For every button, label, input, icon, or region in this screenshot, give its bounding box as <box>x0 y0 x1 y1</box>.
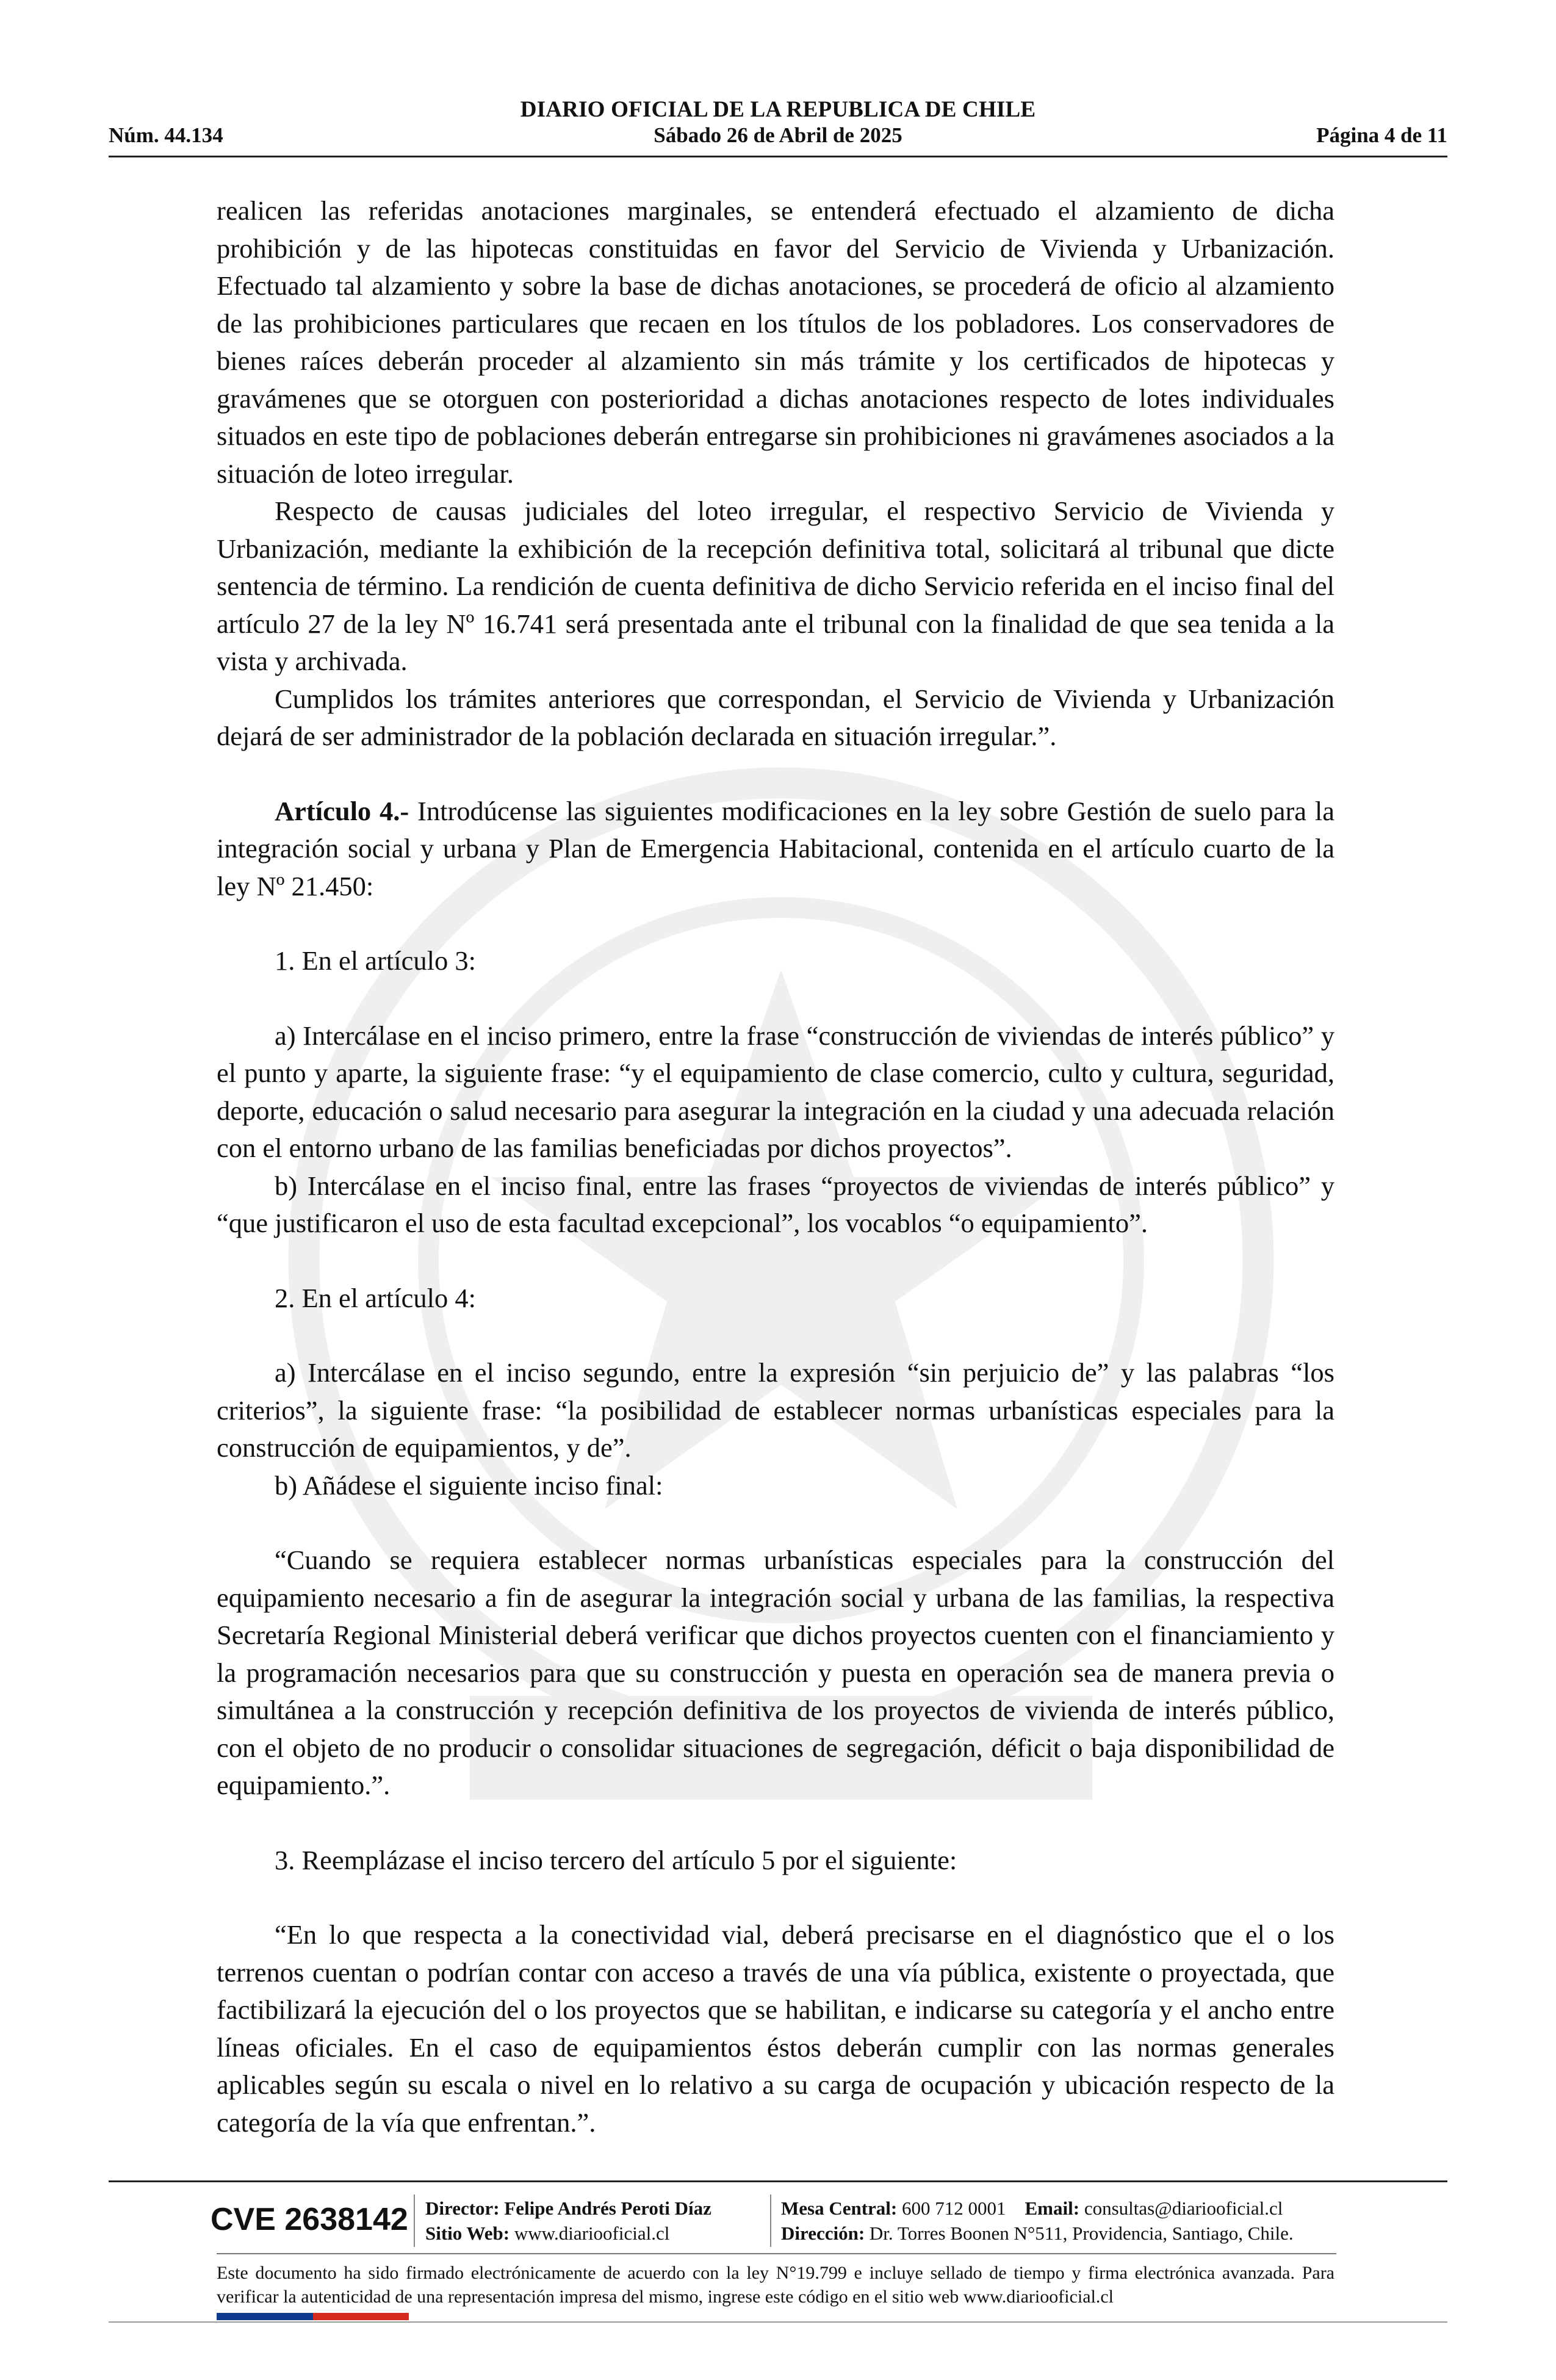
email-link[interactable]: consultas@diariooficial.cl <box>1084 2198 1283 2219</box>
article-4-label: Artículo 4.- <box>275 795 409 826</box>
flag-stripe <box>217 2313 409 2320</box>
numeral-3: 3. Reemplázase el inciso tercero del artículo 5 por el siguiente: <box>275 1844 957 1875</box>
paragraph: realicen las referidas anotaciones marginales, se entenderá efectuado el alzamiento de dicha prohibición y de las hipotecas constituidas en favor del Servicio de Vivienda y Urbanización. Efectuado tal alzamiento y sobre la base de dichas anotaciones, se procederá de oficio al alzamiento de las prohibiciones particulares que recaen en los títulos de los pobladores. Los conservadores de bienes raíces deberán proceder al alzamiento sin más trámite y los certificados de hipotecas y gravámenes que se otorguen con posterioridad a dichas anotaciones respecto de lotes individuales situados en este tipo de poblaciones deberán entregarse sin prohibiciones ni gravámenes asociados a la situación de loteo irregular. <box>217 195 1334 489</box>
header-divider <box>109 156 1447 157</box>
web-label: Sitio Web: <box>425 2223 510 2244</box>
article-4-paragraph <box>217 793 1334 906</box>
mesa-label: Mesa Central: <box>781 2198 898 2219</box>
paragraph: Cumplidos los trámites anteriores que correspondan, el Servicio de Vivienda y Urbanización dejará de ser administrador de la población declarada en situación irregular.”. <box>217 683 1334 751</box>
cve-code: CVE 2638142 <box>211 2202 408 2237</box>
letter-a: a) Intercálase en el inciso segundo, entre la expresión “sin perjuicio de” y las palabras “los criterios”, la siguiente frase: “la posibilidad de establecer normas urbanísticas especiales para la construcción de equipamientos, y de”. <box>217 1357 1334 1463</box>
footer-separator <box>770 2194 771 2247</box>
document-body <box>217 192 1334 2141</box>
letter-b: b) Añádese el siguiente inciso final: <box>275 1469 663 1501</box>
mesa-phone: 600 712 0001 <box>902 2198 1006 2219</box>
web-link[interactable]: www.diariooficial.cl <box>514 2223 670 2244</box>
issue-number: Núm. 44.134 <box>109 123 223 147</box>
footer-divider-thin <box>217 2253 1336 2254</box>
email-label: Email: <box>1025 2198 1080 2219</box>
page-number: Página 4 de 11 <box>1316 123 1447 147</box>
footer-separator <box>414 2194 415 2247</box>
director-name: Felipe Andrés Peroti Díaz <box>504 2198 711 2219</box>
paragraph: Respecto de causas judiciales del loteo irregular, el respectivo Servicio de Vivienda y Urbanización, mediante la exhibición de la recepción definitiva total, solicitará al tribunal que dicte sentencia de término. La rendición de cuenta definitiva de dicho Servicio referida en el inciso final del artículo 27 de la ley Nº 16.741 será presentada ante el tribunal con la finalidad de que sea tenida a la vista y archivada. <box>217 496 1334 676</box>
director-label: Director: <box>425 2198 500 2219</box>
address-value: Dr. Torres Boonen N°511, Providencia, Santiago, Chile. <box>869 2223 1294 2244</box>
letter-b: b) Intercálase en el inciso final, entre las frases “proyectos de viviendas de interés público” y “que justificaron el uso de esta facultad excepcional”, los vocablos “o equipamiento”. <box>217 1170 1334 1238</box>
letter-a: a) Intercálase en el inciso primero, entre la frase “construcción de viviendas de interés público” y el punto y aparte, la siguiente frase: “y el equipamiento de clase comercio, culto y cultura, seguridad, deporte, educación o salud necesario para asegurar la integración en la ciudad y una adecuada relación con el entorno urbano de las familias beneficiadas por dichos proyectos”. <box>217 1020 1334 1163</box>
footer-contact-right <box>781 2196 1294 2246</box>
issue-date: Sábado 26 de Abril de 2025 <box>654 123 902 147</box>
quoted-paragraph: “Cuando se requiera establecer normas urbanísticas especiales para la construcción del equipamiento necesario a fin de asegurar la integración social y urbana de las familias, la respectiva Secretaría Regional Ministerial deberá verificar que dichos proyectos cuenten con el financiamiento y la programación necesarios para que su construcción y puesta en operación sea de manera previa o simultánea a la construcción y recepción definitiva de los proyectos de vivienda de interés público, con el objeto de no producir o consolidar situaciones de segregación, déficit o baja disponibilidad de equipamiento.”. <box>217 1545 1334 1800</box>
newspaper-title: DIARIO OFICIAL DE LA REPUBLICA DE CHILE <box>520 97 1036 122</box>
legal-notice: Este documento ha sido firmado electrónicamente de acuerdo con la ley N°19.799 e incluye sellado de tiempo y firma electrónica avanzada. Para verificar la autenticidad de una representación impresa del mismo, ingrese este código en el sitio web www.diariooficial.cl <box>217 2263 1334 2307</box>
quoted-paragraph: “En lo que respecta a la conectividad vial, deberá precisarse en el diagnóstico que el o los terrenos cuentan o podrían contar con acceso a través de una vía pública, existente o proyectada, que factibilizará la ejecución del o los proyectos que se habilitan, e indicarse su categoría y el ancho entre líneas oficiales. En el caso de equipamientos éstos deberán cumplir con las normas generales aplicables según su escala o nivel en lo relativo a su carga de ocupación y ubicación respecto de la categoría de la vía que enfrentan.”. <box>217 1919 1334 2138</box>
footer-divider <box>109 2180 1447 2182</box>
address-label: Dirección: <box>781 2223 865 2244</box>
flag-stripe-blue <box>217 2313 313 2320</box>
flag-stripe-red <box>313 2313 409 2320</box>
numeral-1: 1. En el artículo 3: <box>275 945 476 976</box>
footer-contact-left <box>425 2196 711 2246</box>
article-4-text: Introdúcense las siguientes modificaciones en la ley sobre Gestión de suelo para la integración social y urbana y Plan de Emergencia Habitacional, contenida en el artículo cuarto de la ley Nº 21.450: <box>217 795 1334 901</box>
page-header <box>109 92 1447 159</box>
bottom-rule <box>109 2321 1447 2323</box>
numeral-2: 2. En el artículo 4: <box>275 1282 476 1313</box>
